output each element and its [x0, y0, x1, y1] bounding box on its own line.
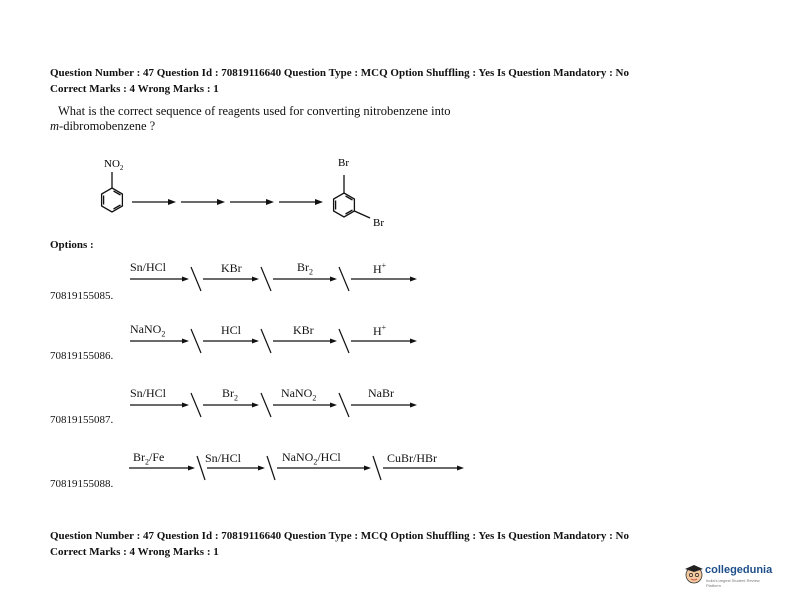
question-footer-line1: Question Number : 47 Question Id : 70819116640 Question Type : MCQ Option Shuffling : Yes Is Question Mandatory : No — [50, 530, 629, 542]
option-3-reagent-2: $Br_2$ — [222, 386, 238, 403]
br-top-label: Br — [338, 157, 349, 169]
option-2-reagent-1: NaNO$_2$ — [130, 322, 166, 339]
nitrobenzene-structure — [102, 172, 123, 212]
question-header-line1: Question Number : 47 Question Id : 70819116640 Question Type : MCQ Option Shuffling : Yes Is Question Mandatory : No — [50, 67, 629, 79]
br-side-label: Br — [373, 217, 384, 229]
question-text-line1: What is the correct sequence of reagents used for converting nitrobenzene into — [58, 104, 451, 118]
option-1-id: 70819155085. — [50, 290, 114, 302]
option-1-reagent-2: KBr — [221, 261, 242, 275]
option-1-reagent-1: Sn/HCl — [130, 260, 167, 274]
option-4-reagent-1: $Br_2/Fe$ — [133, 450, 165, 467]
m-dibromobenzene-structure — [334, 175, 370, 218]
nitro-label: $NO_2$ — [104, 158, 124, 172]
options-label: Options : — [50, 239, 94, 251]
logo-name: collegedunia — [705, 564, 773, 576]
question-footer-line2: Correct Marks : 4 Wrong Marks : 1 — [50, 546, 219, 558]
option-4-reagent-2: Sn/HCl — [205, 451, 242, 465]
option-3-reagent-3: NaNO$_2$ — [281, 386, 317, 403]
reaction-scheme — [80, 150, 410, 235]
option-2-reagent-2: HCl — [221, 323, 242, 337]
option-4-reagent-4: CuBr/HBr — [387, 451, 438, 465]
option-1-reagent-3: $Br_2$ — [297, 260, 313, 277]
option-4-sequence[interactable] — [125, 448, 470, 484]
option-2-reagent-4: H+ — [373, 323, 387, 338]
option-2-reagent-3: KBr — [293, 323, 314, 337]
option-2-sequence[interactable] — [125, 320, 425, 356]
logo-tagline: India's largest Student Review Platform — [706, 578, 760, 588]
question-header-line2: Correct Marks : 4 Wrong Marks : 1 — [50, 83, 219, 95]
option-3-id: 70819155087. — [50, 414, 114, 426]
option-3-sequence[interactable] — [125, 384, 425, 420]
option-1-reagent-4: H+ — [373, 261, 387, 276]
collegedunia-logo — [684, 561, 774, 589]
option-4-reagent-3: NaNO$_2$/HCl — [282, 450, 341, 467]
graduate-avatar-icon — [684, 563, 704, 585]
option-1-sequence[interactable] — [125, 258, 425, 294]
option-2-id: 70819155086. — [50, 350, 114, 362]
option-3-reagent-1: Sn/HCl — [130, 386, 167, 400]
option-3-reagent-4: NaBr — [368, 386, 394, 400]
option-4-id: 70819155088. — [50, 478, 114, 490]
question-text-line2: m-dibromobenzene ? — [50, 119, 156, 133]
